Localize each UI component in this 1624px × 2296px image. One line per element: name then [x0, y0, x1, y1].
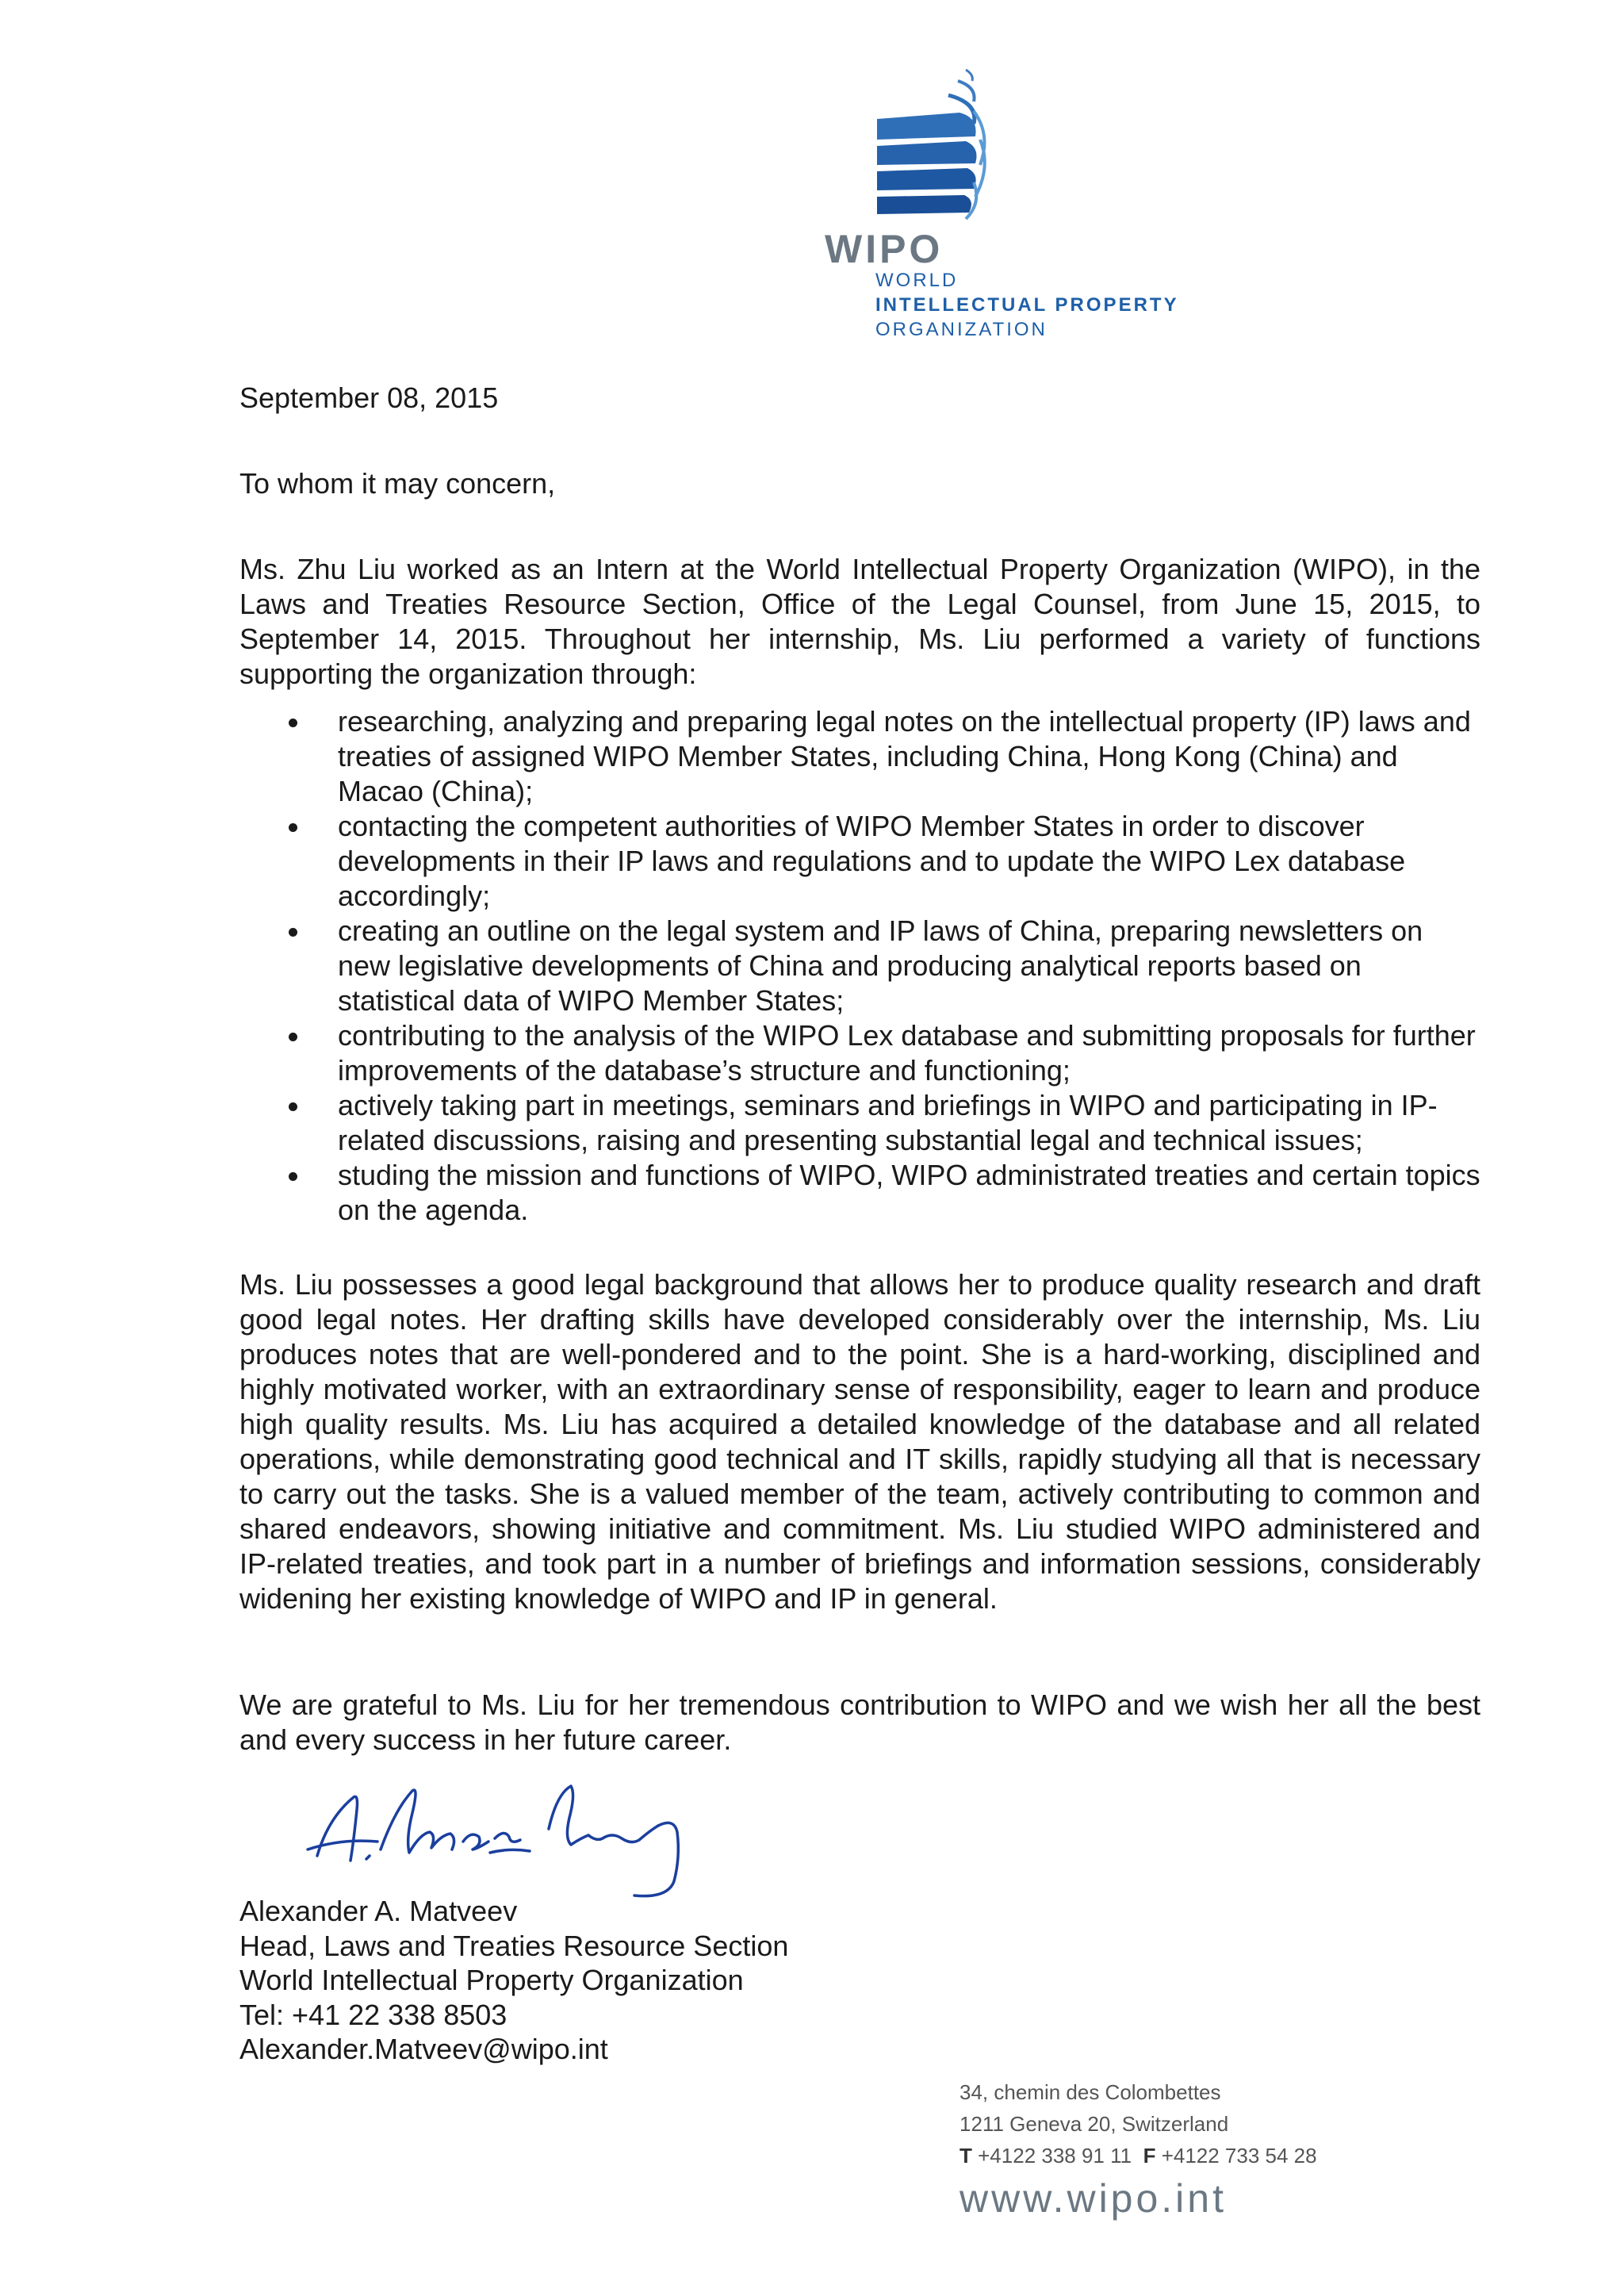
org-line-1: WORLD — [875, 270, 959, 291]
list-item-text: studing the mission and functions of WIPO, WIPO administrated treaties and certain topics on the agenda. — [338, 1159, 1480, 1226]
list-item-text: contacting the competent authorities of WIPO Member States in order to discover developments in their IP laws and regulations and to update the WIPO Lex database accordingly; — [338, 810, 1406, 912]
wipo-globe-logo-icon — [872, 63, 991, 230]
letter-date: September 08, 2015 — [239, 381, 499, 414]
bullet-icon — [289, 1033, 297, 1041]
list-item — [239, 914, 1480, 1018]
list-item — [239, 1018, 1480, 1088]
list-item-text: actively taking part in meetings, seminars and briefings in WIPO and participating in IP-related discussions, raising and presenting substantial legal and technical issues; — [338, 1089, 1438, 1156]
phone-label: T — [959, 2144, 972, 2168]
bullet-icon — [289, 823, 297, 832]
org-line-3: ORGANIZATION — [875, 319, 1048, 340]
list-item-text: creating an outline on the legal system and IP laws of China, preparing newsletters on new legislative developments of China and producing analytical reports based on statistical data of WIPO Member States; — [338, 914, 1423, 1017]
contact-numbers — [959, 2140, 1317, 2171]
website-link[interactable]: www.wipo.int — [959, 2176, 1227, 2221]
address-street: 34, chemin des Colombettes — [959, 2080, 1221, 2104]
organization-name — [875, 268, 1179, 342]
signer-block — [239, 1894, 788, 2067]
signer-email[interactable]: Alexander.Matveev@wipo.int — [239, 2033, 608, 2065]
footer-address — [959, 2076, 1317, 2224]
list-item-text: contributing to the analysis of the WIPO Lex database and submitting proposals for further improvements of the database’s structure and functioning; — [338, 1019, 1476, 1087]
signer-phone: Tel: +41 22 338 8503 — [239, 1998, 508, 2031]
closing-paragraph: We are grateful to Ms. Liu for her tremendous contribution to WIPO and we wish her all the best and every success in her future career. — [239, 1688, 1480, 1756]
bullet-icon — [289, 1172, 297, 1181]
assessment-paragraph: Ms. Liu possesses a good legal background that allows her to produce quality research and draft good legal notes. Her drafting skills have developed considerably over the internship, Ms. Liu produces notes that are well-pondered and to the point. She is a hard-working, disciplined and highly motivated worker, with an extraordinary sense of responsibility, eager to learn and produce high quality results. Ms. Liu has acquired a detailed knowledge of the database and all related operations, while demonstrating good technical and IT skills, rapidly studying all that is necessary to carry out the tasks. She is a valued member of the team, actively contributing to common and shared endeavors, showing initiative and commitment. Ms. Liu studied WIPO administered and IP-related treaties, and took part in a number of briefings and information sessions, considerably widening her existing knowledge of WIPO and IP in general. — [239, 1268, 1480, 1615]
bullet-icon — [289, 719, 297, 727]
duties-list — [239, 704, 1480, 1228]
fax-number: +4122 733 54 28 — [1161, 2144, 1317, 2168]
bullet-icon — [289, 1102, 297, 1111]
signer-organization: World Intellectual Property Organization — [239, 1964, 744, 1996]
list-item — [239, 1088, 1480, 1158]
list-item-text: researching, analyzing and preparing legal notes on the intellectual property (IP) laws and treaties of assigned WIPO Member States, including China, Hong Kong (China) and Macao (China); — [338, 705, 1471, 807]
org-line-2: INTELLECTUAL PROPERTY — [875, 294, 1179, 316]
wipo-wordmark: WIPO — [825, 227, 944, 271]
signer-name: Alexander A. Matveev — [239, 1895, 518, 1927]
signer-title: Head, Laws and Treaties Resource Section — [239, 1929, 789, 1962]
phone-number: +4122 338 91 11 — [978, 2144, 1132, 2168]
list-item — [239, 1158, 1480, 1228]
fax-label: F — [1143, 2144, 1156, 2168]
salutation: To whom it may concern, — [239, 467, 556, 500]
bullet-icon — [289, 928, 297, 937]
handwritten-signature-icon — [301, 1762, 761, 1905]
address-city: 1211 Geneva 20, Switzerland — [959, 2112, 1229, 2136]
list-item — [239, 809, 1480, 914]
wipo-logo — [825, 63, 983, 271]
list-item — [239, 704, 1480, 809]
intro-paragraph: Ms. Zhu Liu worked as an Intern at the World Intellectual Property Organization (WIPO), in the Laws and Treaties Resource Section, Office of the Legal Counsel, from June 15, 2015, to September 14, 2015. Throughout her internship, Ms. Liu performed a variety of functions supporting the organization through: — [239, 553, 1480, 690]
